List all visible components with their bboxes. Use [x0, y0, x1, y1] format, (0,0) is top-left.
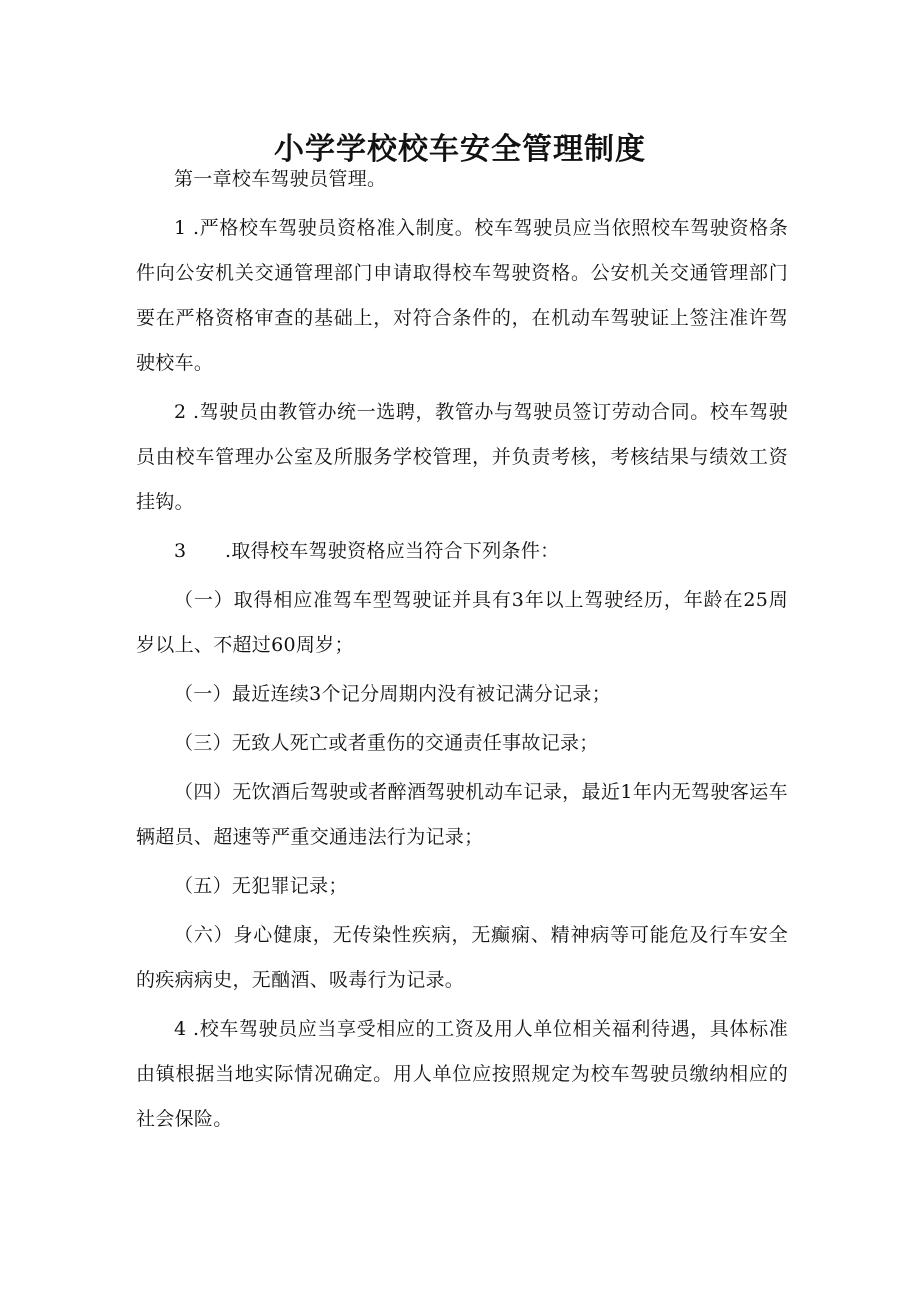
paragraph-3: 3 .取得校车驾驶资格应当符合下列条件： [174, 540, 560, 562]
document-title: 小学学校校车安全管理制度 [274, 132, 646, 168]
condition-5: （五）无犯罪记录； [174, 875, 348, 897]
condition-3: （三）无致人死亡或者重伤的交通责任事故记录； [174, 732, 599, 754]
condition-4: （四）无饮酒后驾驶或者醉酒驾驶机动车记录，最近1年内无驾驶客运车辆超员、超速等严重交通违法行为记录； [136, 781, 788, 848]
document-body [136, 157, 788, 1142]
condition-2: （一）最近连续3个记分周期内没有被记满分记录； [174, 683, 611, 705]
condition-6: （六）身心健康，无传染性疾病，无癫痫、精神病等可能危及行车安全的疾病病史，无酗酒、吸毒行为记录。 [136, 924, 788, 991]
chapter-heading: 第一章校车驾驶员管理。 [174, 168, 387, 190]
condition-1: （一）取得相应准驾车型驾驶证并具有3年以上驾驶经历，年龄在25周岁以上、不超过60周岁； [136, 589, 788, 656]
paragraph-1: 1 .严格校车驾驶员资格准入制度。校车驾驶员应当依照校车驾驶资格条件向公安机关交通管理部门申请取得校车驾驶资格。公安机关交通管理部门要在严格资格审查的基础上，对符合条件的，在机动车驾驶证上签注准许驾驶校车。 [136, 217, 788, 374]
paragraph-2: 2 .驾驶员由教管办统一选聘，教管办与驾驶员签订劳动合同。校车驾驶员由校车管理办公室及所服务学校管理，并负责考核，考核结果与绩效工资挂钩。 [136, 401, 788, 513]
paragraph-4: 4 .校车驾驶员应当享受相应的工资及用人单位相关福利待遇，具体标准由镇根据当地实际情况确定。用人单位应按照规定为校车驾驶员缴纳相应的社会保险。 [136, 1018, 788, 1130]
